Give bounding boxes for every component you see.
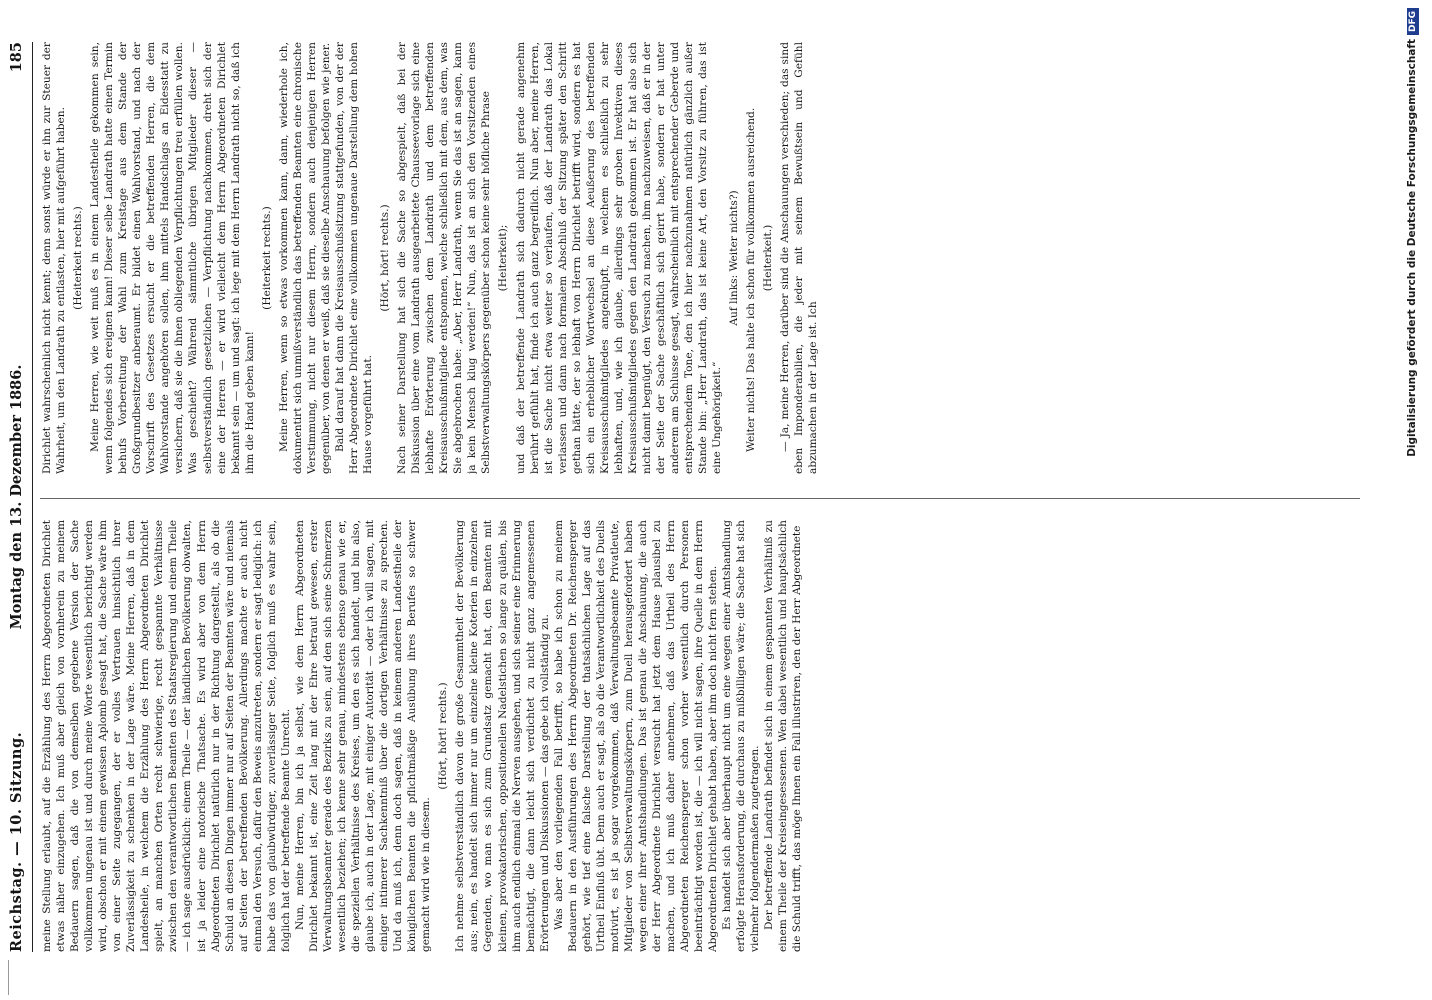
scan-edge-mark — [8, 960, 9, 995]
paragraph: Der betreffende Landrath befindet sich in einem gespannten Verhältniß zu einem Theile der Kreiseingesessenen. Wen dabei wesentlich und hauptsächlich die Schuld trifft, das möge Ihnen ein Fall illustriren, den der Herr Abgeordnete — [763, 520, 804, 952]
paragraph: Bald darauf hat dann die Kreisausschußsitzung stattgefunden, von der der Herr Abgeordnete Dirichlet eine vollkommen ungenaue Darstellung dem hohen Hause vorgeführt hat. — [333, 42, 375, 474]
digitization-credit — [1406, 8, 1426, 1000]
credit-text: Digitalisierung gefördert durch die Deutsche Forschungsgemeinschaft — [1406, 39, 1418, 457]
column-right — [40, 42, 1390, 474]
paragraph: Dirichlet wahrscheinlich nicht kennt; denn sonst würde er ihn zur Steuer der Wahrheit, um den Landrath zu entlasten, hier mit aufgeführt haben. — [41, 42, 68, 474]
paragraph: Meine Herren, wenn so etwas vorkommen kann, dann, wiederhole ich, dokumentirt sich unmißverständlich das betreffenden Beamten eine chronische Verstimmung, nicht nur diesem Herrn, sondern auch denjenigen Herren gegenüber, von denen er weiß, daß sie dieselbe Anschauung befolgen wie jener. — [277, 42, 332, 474]
page-header — [6, 42, 33, 952]
column-left — [40, 520, 1390, 952]
paragraph: Nach seiner Darstellung hat sich die Sache so abgespielt, daß bei der Diskussion über eine vom Landrath ausgearbeitete Chausseevorlage sich eine lebhafte Erörterung zwischen dem Landrath und dem betreffenden Kreisausschußmitgliede entsponnen, welche schließlich mit dem, aus dem, was Sie abgebrochen habe: „Aber, Herr Landrath, wenn Sie das ist an sagen, kann ja kein Mensch klug werden!“ Nun, das ist an sich den Vorsitzenden eines Selbstverwaltungskörpers gegenüber schon keine sehr höfliche Phrase — [396, 42, 493, 474]
paragraph: — Ja, meine Herren, darüber sind die Anschauungen verschieden; das sind eben Imponderabilien, die jeder mit seinem Bewußtsein und Gefühl abzumachen in der Lage ist. Ich — [779, 42, 820, 474]
interjection: (Heiterkeit.) — [762, 224, 775, 292]
interjection: (Heiterkeit rechts.) — [260, 206, 273, 310]
paragraph: Es handelt sich aber überhaupt nicht um eine wegen einer Amtshandlung erfolgte Herausforderung, die durchaus zu mißbilligen wäre; die Sache hat sich vielmehr folgendermaßen zugetragen. — [721, 520, 762, 952]
column-divider — [40, 498, 1360, 499]
rotated-page — [0, 20, 1400, 980]
paragraph: Meine Herren, wie weit muß es in einem Landestheile gekommen sein, wenn folgendes sich ereignen kann! Dieser selbe Landrath hatte einen Termin behufs Vorbereitung der Wahl zum Kreistage aus dem Stande der Großgrundbesitzer anberaumt. Er bildet einen Wahlvorstand, und nach der Vorschrift des Gesetzes ersucht er die betreffenden Herren, die dem Wahlvorstande angehören sollen, ihm mittels Handschlags an Eidesstatt zu versichern, daß sie die ihnen obliegenden Verpflichtungen treu erfüllen wollen. Was geschieht? Während sämmtliche übrigen Mitglieder dieser — selbstverständlich gesetzlichen — Verpflichtung nachkommen, dreht sich der eine der Herren — er wird vielleicht dem Herrn Abgeordneten Dirichlet bekannt sein — um und sagt: ich lege mit dem Herrn Landrath nicht so, daß ich ihm die Hand geben kann! — [89, 42, 256, 474]
interjection: (Hört, hört! rechts.) — [437, 682, 450, 790]
interjection: (Heiterkeit); — [497, 224, 510, 292]
paragraph: Was aber den vorliegenden Fall betrifft, so habe ich schon zu meinem Bedauern in den Ausführungen des Herrn Abgeordneten Dr. Reichensperger gehört, wie tief eine falsche Darstellung der thatsächlichen Lage auf das Urtheil Einfluß übt. Denn auch er sagt, als ob die Verantwortlichkeit des Duells motivirt, es ist ja sogar vorgekommen, daß Verwaltungsbeamte Privatleute, Mitglieder von Selbstverwaltungskörpern, zum Duell herausgefordert haben wegen einer ihrer Amtshandlungen. Das ist genau die Anschauung, die auch der Herr Abgeordnete Dirichlet versucht hat jetzt dem Hause plausibel zu machen, und ich muß daher annehmen, daß das Urtheil des Herrn Abgeordneten Reichensperger schon vorher wesentlich durch Personen beeinträchtigt worden ist, die — ich will nicht sagen, ihre Quelle in dem Herrn Abgeordneten Dirichlet gehabt haben, aber ihm doch nicht fern stehen. — [552, 520, 720, 952]
paragraph: und daß der betreffende Landrath sich dadurch nicht gerade angenehm berührt gefühlt hat, finde ich auch ganz begreiflich. Nun aber, meine Herren, ist die Sache nicht etwa weiter so verlaufen, daß der Landrath das Lokal verlassen und dann nach formalem Abschluß der Sitzung später den Schritt gethan hätte, der so lebhaft von Herrn Dirichlet betrifft wird, sondern es hat sich ein erheblicher Wortwechsel an diese Aeußerung des betreffenden Kreisausschußmitgliedes angeknüpft, in welchem es schließlich zu sehr lebhaften, und, wie ich glaube, allerdings sehr groben Invektiven dieses Kreisausschußmitgliedes gegen den Landrath gekommen ist. Er hat also sich nicht damit begnügt, den Versuch zu machen, ihm nachzuweisen, daß er in der der Seite der Sache geschäftlich sich geirrt habe, sondern er hat unter anderem am Schlusse gesagt, wahrscheinlich mit entsprechender Geberde und entsprechendem Tone, den ich hier nachzunahmen natürlich gänzlich außer Stande bin: „Herr Landrath, das ist keine Art, den Vorsitz zu führen, das ist eine Ungehörigkeit.“ — [514, 42, 724, 474]
paragraph: Nun, meine Herren, bin ich ja selbst, wie dem Herrn Abgeordneten Dirichlet bekannt ist, eine Zeit lang mit der Ehre betraut gewesen, erster Verwaltungsbeamter gerade des Bezirks zu sein, auf den sich seine Schmerzen wesentlich beziehen; ich kenne sehr genau, mindestens ebenso genau wie er, die speziellen Verhältnisse des Kreises, um den es sich handelt, und bin also, glaube ich, auch in der Lage, mit einiger Autorität — oder ich will sagen, mit einiger intimerer Sachkenntniß über die dortigen Verhältnisse zu sprechen. Und da muß ich, denn doch sagen, daß in keinem anderen Landestheile der königlichen Beamten die pflichtmäßige Ausübung ihres Berufes so schwer gemacht wird wie in diesem. — [293, 520, 433, 952]
page-number: 185 — [8, 42, 25, 73]
header-center: Montag den 13. Dezember 1886. — [8, 364, 25, 630]
paragraph: meine Stellung erlaubt, auf die Erzählung des Herrn Abgeordneten Dirichlet etwas näher einzugehen. Ich muß aber gleich von vornherein zu meinem Bedauern sagen, daß die von demselben gegebene Version der Sache vollkommen ungenau ist und durch meine Worte wesentlich berichtigt werden wird, obschon er mit einem gewissen Aplomb gesagt hat, die Sache wäre ihm von einer Seite zugegangen, der er volles Vertrauen hinsichtlich ihrer Zuverlässigkeit zu schenken in der Lage wäre. Meine Herren, daß in dem Landesheile, in welchem die Erzählung des Herrn Abgeordneten Dirichlet spielt, an manchen Orten recht schwierige, recht gespannte Verhältnisse zwischen den verantwortlichen Beamten des Staatsregierung und einem Theile — ich sage ausdrücklich: einem Theile — der ländlichen Bevölkerung obwalten, ist ja leider eine notorische Thatsache. Es wird aber von dem Herrn Abgeordneten Dirichlet natürlich nur in der Richtung dargestellt, als ob die Schuld an diesen Dingen immer nur auf Seiten der Beamten wäre und niemals auf Seiten der betreffenden Bevölkerung. Allerdings machte er auch nicht einmal den Versuch, dafür den Beweis anzutreten, sondern er sagt lediglich: ich habe das von glaubwürdiger, zuverlässiger Seite, folglich muß es wahr sein, folglich hat der betreffende Beamte Unrecht. — [41, 520, 292, 952]
header-left: Reichstag. — 10. Sitzung. — [8, 731, 25, 952]
paragraph: Weiter nichts! Das halte ich schon für vollkommen ausreichend. — [745, 107, 758, 452]
paragraph: Ich nehme selbstverständlich davon die große Gesammtheit der Bevölkerung aus; nein, es handelt sich immer nur um einzelne kleine Koterien in einzelnen Gegenden, wo man es sich zum Grundsatz gemacht hat, den Beamten mit kleinen, provokatorischen, oppositionellen Nadelstichen so lange zu quälen, bis ihm auch endlich einmal die Nerven ausgehen, und sich seiner eine Erinnerung bemächtigt, die dann leicht sich verdichtet zu nicht ganz angemessenen Erörterungen und Diskussionen — das gebe ich vollständig zu. — [454, 520, 551, 952]
interjection: Auf links: Weiter nichts?) — [728, 190, 741, 326]
interjection: (Heiterkeit rechts.) — [72, 206, 85, 310]
interjection: (Hört, hört! rechts.) — [379, 204, 392, 312]
dfg-logo: DFG — [1407, 8, 1419, 35]
